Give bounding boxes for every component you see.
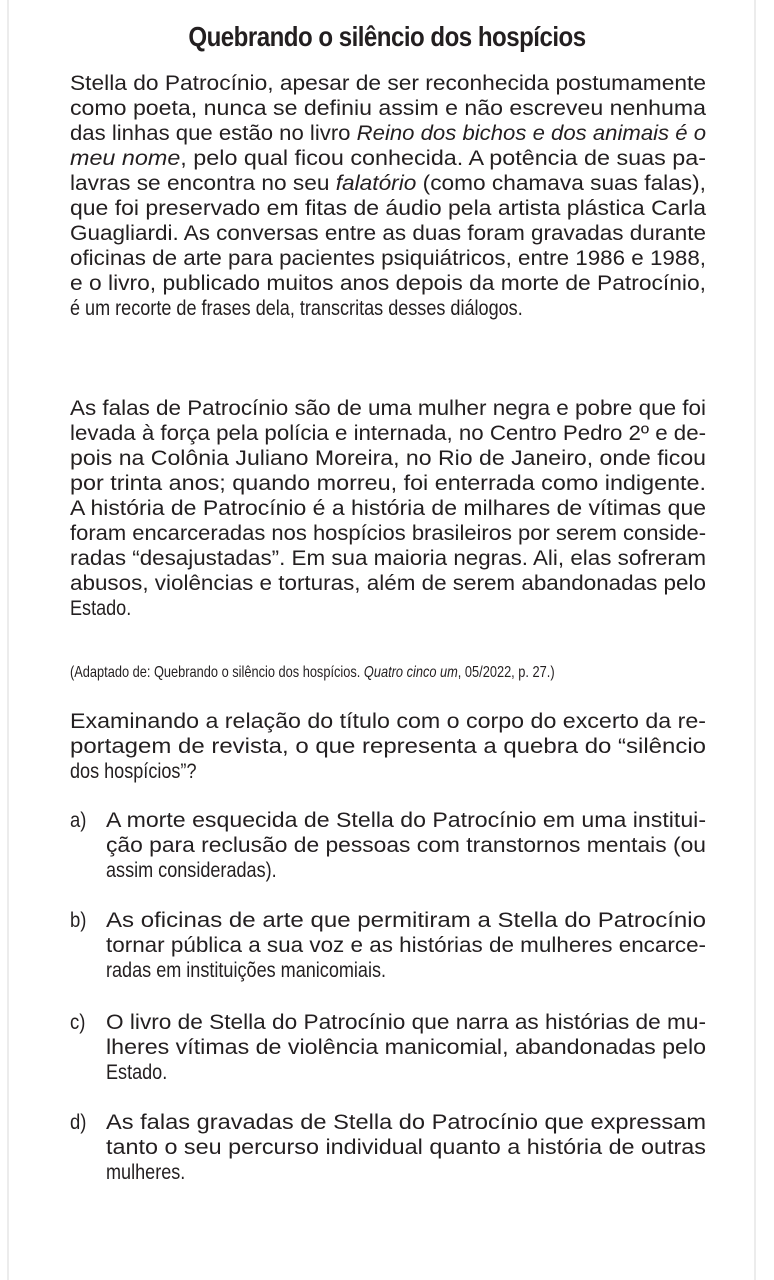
- text-line: dos hospícios”?: [70, 760, 197, 783]
- text-line: como poeta, nunca se definiu assim e não escreveu nenhuma: [70, 97, 706, 120]
- text-line: lavras se encontra no seu falatório (como chamava suas falas),: [70, 172, 706, 195]
- option-letter: b): [70, 909, 87, 932]
- question-text: [70, 709, 706, 784]
- text-line: tornar pública a sua voz e as histórias de mulheres encarce-: [106, 934, 707, 957]
- text-line: ção para reclusão de pessoas com transtornos mentais (ou: [106, 834, 706, 857]
- option-letter: c): [70, 1011, 86, 1034]
- text-line: As falas de Patrocínio são de uma mulher negra e pobre que foi: [70, 397, 706, 420]
- text-line: levada à força pela polícia e internada, no Centro Pedro 2º e de-: [70, 422, 707, 445]
- text-line: As falas gravadas de Stella do Patrocínio que expressam: [106, 1111, 707, 1134]
- page-border-left: [7, 0, 9, 1280]
- option-letter: d): [70, 1111, 87, 1134]
- paragraph-1: [70, 71, 706, 321]
- text-line: abusos, violências e torturas, além de serem abandonadas pelo: [70, 572, 706, 595]
- text-line: oficinas de arte para pacientes psiquiátricos, entre 1986 e 1988,: [70, 247, 706, 270]
- citation-suffix: , 05/2022, p. 27.): [457, 664, 555, 681]
- text-line: pois na Colônia Juliano Moreira, no Rio de Janeiro, onde ficou: [70, 447, 707, 470]
- text-line: das linhas que estão no livro Reino dos bichos e dos animais é o: [70, 122, 707, 145]
- text-line: mulheres.: [106, 1161, 186, 1184]
- text-line: meu nome, pelo qual ficou conhecida. A potência de suas pa-: [70, 147, 707, 170]
- option-text: [106, 1010, 706, 1085]
- page-border-right: [754, 0, 756, 1280]
- text-line: portagem de revista, o que representa a quebra do “silêncio: [70, 735, 707, 758]
- text-line: assim consideradas).: [106, 859, 277, 882]
- citation: [70, 663, 555, 683]
- option-text: [106, 908, 706, 983]
- text-line: por trinta anos; quando morreu, foi enterrada como indigente.: [70, 472, 707, 495]
- option-text: [106, 808, 706, 883]
- text-line: é um recorte de frases dela, transcritas desses diálogos.: [70, 297, 523, 320]
- text-line: e o livro, publicado muitos anos depois da morte de Patrocínio,: [70, 272, 707, 295]
- text-line: A morte esquecida de Stella do Patrocínio em uma institui-: [106, 809, 707, 832]
- text-line: Estado.: [106, 1061, 168, 1084]
- text-line: foram encarceradas nos hospícios brasileiros por serem conside-: [70, 522, 707, 545]
- option-text: [106, 1110, 706, 1185]
- text-line: Guagliardi. As conversas entre as duas foram gravadas durante: [70, 222, 707, 245]
- text-line: A história de Patrocínio é a história de milhares de vítimas que: [70, 497, 707, 520]
- paragraph-2: [70, 396, 706, 621]
- text-line: radas em instituições manicomiais.: [106, 959, 387, 982]
- text-line: lheres vítimas de violência manicomial, abandonadas pelo: [106, 1036, 707, 1059]
- option-letter: a): [70, 809, 87, 832]
- citation-source: Quatro cinco um: [363, 664, 458, 681]
- article-title: Quebrando o silêncio dos hospícios: [188, 21, 586, 52]
- text-line: tanto o seu percurso individual quanto a história de outras: [106, 1136, 706, 1159]
- text-line: Examinando a relação do título com o corpo do excerto da re-: [70, 710, 706, 733]
- text-line: As oficinas de arte que permitiram a Stella do Patrocínio: [106, 909, 707, 932]
- text-line: radas “desajustadas”. Em sua maioria negras. Ali, elas sofreram: [70, 547, 706, 570]
- text-line: O livro de Stella do Patrocínio que narra as histórias de mu-: [106, 1011, 706, 1034]
- text-line: Estado.: [70, 597, 132, 620]
- citation-prefix: (Adaptado de: Quebrando o silêncio dos hospícios.: [70, 664, 364, 681]
- text-line: que foi preservado em fitas de áudio pela artista plástica Carla: [70, 197, 706, 220]
- text-line: Stella do Patrocínio, apesar de ser reconhecida postumamente: [70, 72, 706, 95]
